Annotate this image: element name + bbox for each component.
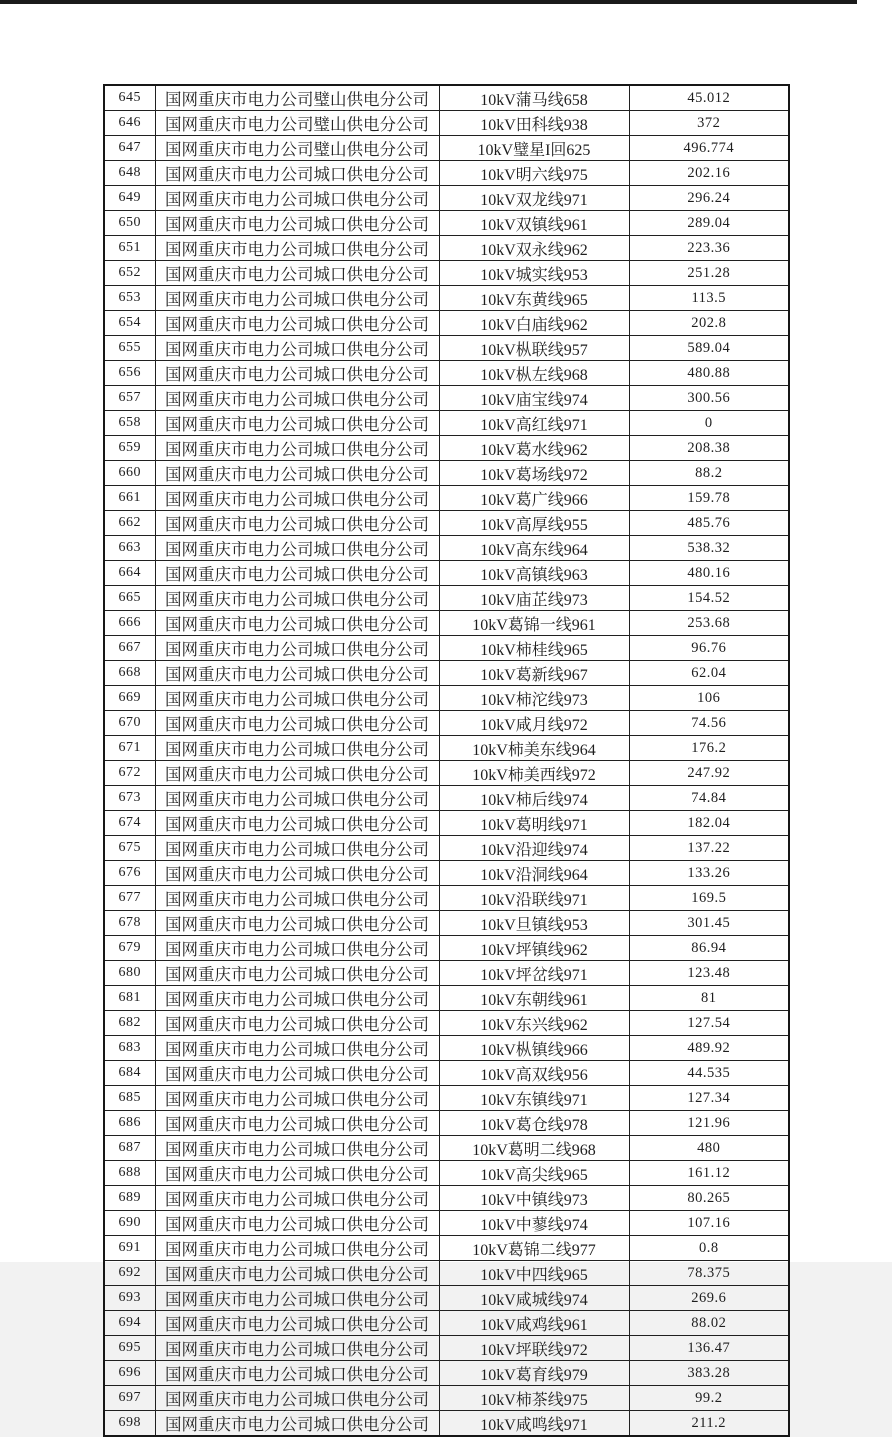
line-name-cell: 10kV城实线953 (439, 261, 629, 286)
company-cell: 国网重庆市电力公司城口供电分公司 (155, 511, 439, 536)
line-name-cell: 10kV枞联线957 (439, 336, 629, 361)
company-cell: 国网重庆市电力公司城口供电分公司 (155, 1361, 439, 1386)
value-cell: 137.22 (629, 836, 789, 861)
value-cell: 99.2 (629, 1386, 789, 1411)
company-cell: 国网重庆市电力公司城口供电分公司 (155, 711, 439, 736)
company-cell: 国网重庆市电力公司城口供电分公司 (155, 1286, 439, 1311)
line-name-cell: 10kV东兴线962 (439, 1011, 629, 1036)
company-cell: 国网重庆市电力公司城口供电分公司 (155, 236, 439, 261)
company-cell: 国网重庆市电力公司城口供电分公司 (155, 1386, 439, 1411)
line-name-cell: 10kV庙宝线974 (439, 386, 629, 411)
line-name-cell: 10kV明六线975 (439, 161, 629, 186)
line-name-cell: 10kV双永线962 (439, 236, 629, 261)
value-cell: 300.56 (629, 386, 789, 411)
value-cell: 176.2 (629, 736, 789, 761)
line-name-cell: 10kV葛明二线968 (439, 1136, 629, 1161)
row-number-cell: 690 (104, 1211, 155, 1236)
row-number-cell: 664 (104, 561, 155, 586)
value-cell: 74.84 (629, 786, 789, 811)
table-row (104, 1361, 789, 1386)
row-number-cell: 680 (104, 961, 155, 986)
company-cell: 国网重庆市电力公司城口供电分公司 (155, 1161, 439, 1186)
line-name-cell: 10kV枞镇线966 (439, 1036, 629, 1061)
row-number-cell: 648 (104, 161, 155, 186)
company-cell: 国网重庆市电力公司城口供电分公司 (155, 161, 439, 186)
table-row (104, 761, 789, 786)
table-row (104, 436, 789, 461)
table-row (104, 636, 789, 661)
table-row (104, 961, 789, 986)
row-number-cell: 649 (104, 186, 155, 211)
value-cell: 127.54 (629, 1011, 789, 1036)
line-name-cell: 10kV双龙线971 (439, 186, 629, 211)
line-name-cell: 10kV咸月线972 (439, 711, 629, 736)
table-row (104, 561, 789, 586)
line-name-cell: 10kV柿美东线964 (439, 736, 629, 761)
row-number-cell: 675 (104, 836, 155, 861)
table-row (104, 361, 789, 386)
table-row (104, 1311, 789, 1336)
table-row (104, 1136, 789, 1161)
company-cell: 国网重庆市电力公司城口供电分公司 (155, 311, 439, 336)
table-row (104, 711, 789, 736)
company-cell: 国网重庆市电力公司城口供电分公司 (155, 636, 439, 661)
value-cell: 480.16 (629, 561, 789, 586)
row-number-cell: 678 (104, 911, 155, 936)
company-cell: 国网重庆市电力公司城口供电分公司 (155, 911, 439, 936)
table-row (104, 336, 789, 361)
table-row (104, 786, 789, 811)
line-name-cell: 10kV蒲马线658 (439, 85, 629, 111)
row-number-cell: 676 (104, 861, 155, 886)
value-cell: 96.76 (629, 636, 789, 661)
table-row (104, 1011, 789, 1036)
value-cell: 121.96 (629, 1111, 789, 1136)
table-row (104, 1411, 789, 1437)
row-number-cell: 694 (104, 1311, 155, 1336)
company-cell: 国网重庆市电力公司城口供电分公司 (155, 461, 439, 486)
value-cell: 159.78 (629, 486, 789, 511)
table-row (104, 611, 789, 636)
company-cell: 国网重庆市电力公司城口供电分公司 (155, 1336, 439, 1361)
table-row (104, 586, 789, 611)
value-cell: 253.68 (629, 611, 789, 636)
row-number-cell: 681 (104, 986, 155, 1011)
line-name-cell: 10kV柿沱线973 (439, 686, 629, 711)
line-name-cell: 10kV沿迎线974 (439, 836, 629, 861)
table-row (104, 811, 789, 836)
row-number-cell: 652 (104, 261, 155, 286)
value-cell: 211.2 (629, 1411, 789, 1437)
table-row (104, 1036, 789, 1061)
line-name-cell: 10kV葛水线962 (439, 436, 629, 461)
table-row (104, 411, 789, 436)
table-row (104, 261, 789, 286)
table-row (104, 936, 789, 961)
company-cell: 国网重庆市电力公司城口供电分公司 (155, 261, 439, 286)
company-cell: 国网重庆市电力公司城口供电分公司 (155, 386, 439, 411)
company-cell: 国网重庆市电力公司城口供电分公司 (155, 811, 439, 836)
line-name-cell: 10kV柿美西线972 (439, 761, 629, 786)
value-cell: 289.04 (629, 211, 789, 236)
value-cell: 127.34 (629, 1086, 789, 1111)
row-number-cell: 692 (104, 1261, 155, 1286)
value-cell: 489.92 (629, 1036, 789, 1061)
line-name-cell: 10kV高东线964 (439, 536, 629, 561)
line-name-cell: 10kV柿茶线975 (439, 1386, 629, 1411)
row-number-cell: 679 (104, 936, 155, 961)
row-number-cell: 647 (104, 136, 155, 161)
value-cell: 74.56 (629, 711, 789, 736)
company-cell: 国网重庆市电力公司城口供电分公司 (155, 836, 439, 861)
row-number-cell: 665 (104, 586, 155, 611)
row-number-cell: 672 (104, 761, 155, 786)
row-number-cell: 655 (104, 336, 155, 361)
value-cell: 136.47 (629, 1336, 789, 1361)
table-row (104, 661, 789, 686)
company-cell: 国网重庆市电力公司城口供电分公司 (155, 1411, 439, 1437)
line-name-cell: 10kV高尖线965 (439, 1161, 629, 1186)
value-cell: 372 (629, 111, 789, 136)
row-number-cell: 698 (104, 1411, 155, 1437)
value-cell: 269.6 (629, 1286, 789, 1311)
company-cell: 国网重庆市电力公司城口供电分公司 (155, 886, 439, 911)
company-cell: 国网重庆市电力公司城口供电分公司 (155, 1011, 439, 1036)
value-cell: 251.28 (629, 261, 789, 286)
table-row (104, 1286, 789, 1311)
line-name-cell: 10kV葛锦二线977 (439, 1236, 629, 1261)
row-number-cell: 688 (104, 1161, 155, 1186)
value-cell: 496.774 (629, 136, 789, 161)
company-cell: 国网重庆市电力公司城口供电分公司 (155, 336, 439, 361)
company-cell: 国网重庆市电力公司城口供电分公司 (155, 611, 439, 636)
table-row (104, 85, 789, 111)
row-number-cell: 656 (104, 361, 155, 386)
line-name-cell: 10kV咸鸣线971 (439, 1411, 629, 1437)
value-cell: 0 (629, 411, 789, 436)
company-cell: 国网重庆市电力公司璧山供电分公司 (155, 85, 439, 111)
value-cell: 301.45 (629, 911, 789, 936)
company-cell: 国网重庆市电力公司城口供电分公司 (155, 961, 439, 986)
row-number-cell: 686 (104, 1111, 155, 1136)
table-row (104, 286, 789, 311)
row-number-cell: 689 (104, 1186, 155, 1211)
line-name-cell: 10kV东朝线961 (439, 986, 629, 1011)
value-cell: 538.32 (629, 536, 789, 561)
row-number-cell: 651 (104, 236, 155, 261)
table-row (104, 1236, 789, 1261)
line-name-cell: 10kV白庙线962 (439, 311, 629, 336)
row-number-cell: 657 (104, 386, 155, 411)
company-cell: 国网重庆市电力公司城口供电分公司 (155, 286, 439, 311)
company-cell: 国网重庆市电力公司城口供电分公司 (155, 211, 439, 236)
row-number-cell: 669 (104, 686, 155, 711)
line-name-cell: 10kV东镇线971 (439, 1086, 629, 1111)
table-row (104, 211, 789, 236)
company-cell: 国网重庆市电力公司城口供电分公司 (155, 1036, 439, 1061)
row-number-cell: 674 (104, 811, 155, 836)
company-cell: 国网重庆市电力公司璧山供电分公司 (155, 136, 439, 161)
table-row (104, 1261, 789, 1286)
line-name-cell: 10kV璧星I回625 (439, 136, 629, 161)
line-name-cell: 10kV葛明线971 (439, 811, 629, 836)
company-cell: 国网重庆市电力公司城口供电分公司 (155, 586, 439, 611)
row-number-cell: 653 (104, 286, 155, 311)
line-name-cell: 10kV柿后线974 (439, 786, 629, 811)
line-name-cell: 10kV庙芷线973 (439, 586, 629, 611)
line-name-cell: 10kV双镇线961 (439, 211, 629, 236)
table-row (104, 186, 789, 211)
line-name-cell: 10kV田科线938 (439, 111, 629, 136)
row-number-cell: 697 (104, 1386, 155, 1411)
power-line-table (103, 84, 790, 1437)
company-cell: 国网重庆市电力公司城口供电分公司 (155, 1111, 439, 1136)
company-cell: 国网重庆市电力公司城口供电分公司 (155, 486, 439, 511)
row-number-cell: 646 (104, 111, 155, 136)
row-number-cell: 673 (104, 786, 155, 811)
line-name-cell: 10kV高双线956 (439, 1061, 629, 1086)
row-number-cell: 661 (104, 486, 155, 511)
table-row (104, 536, 789, 561)
line-name-cell: 10kV中四线965 (439, 1261, 629, 1286)
row-number-cell: 654 (104, 311, 155, 336)
value-cell: 383.28 (629, 1361, 789, 1386)
value-cell: 81 (629, 986, 789, 1011)
company-cell: 国网重庆市电力公司城口供电分公司 (155, 536, 439, 561)
table-row (104, 1086, 789, 1111)
scan-artifact-strip (0, 0, 857, 4)
row-number-cell: 667 (104, 636, 155, 661)
row-number-cell: 671 (104, 736, 155, 761)
company-cell: 国网重庆市电力公司城口供电分公司 (155, 1186, 439, 1211)
company-cell: 国网重庆市电力公司城口供电分公司 (155, 411, 439, 436)
line-name-cell: 10kV枞左线968 (439, 361, 629, 386)
company-cell: 国网重庆市电力公司城口供电分公司 (155, 1061, 439, 1086)
row-number-cell: 658 (104, 411, 155, 436)
row-number-cell: 650 (104, 211, 155, 236)
table-row (104, 311, 789, 336)
line-table-body (104, 85, 789, 1436)
row-number-cell: 663 (104, 536, 155, 561)
row-number-cell: 691 (104, 1236, 155, 1261)
table-row (104, 1186, 789, 1211)
company-cell: 国网重庆市电力公司城口供电分公司 (155, 661, 439, 686)
table-row (104, 511, 789, 536)
row-number-cell: 682 (104, 1011, 155, 1036)
table-row (104, 861, 789, 886)
value-cell: 208.38 (629, 436, 789, 461)
table-row (104, 1211, 789, 1236)
value-cell: 133.26 (629, 861, 789, 886)
value-cell: 480 (629, 1136, 789, 1161)
value-cell: 202.8 (629, 311, 789, 336)
company-cell: 国网重庆市电力公司城口供电分公司 (155, 1236, 439, 1261)
value-cell: 161.12 (629, 1161, 789, 1186)
table-row (104, 886, 789, 911)
table-row (104, 1336, 789, 1361)
table-row (104, 386, 789, 411)
line-name-cell: 10kV葛广线966 (439, 486, 629, 511)
value-cell: 247.92 (629, 761, 789, 786)
value-cell: 107.16 (629, 1211, 789, 1236)
line-name-cell: 10kV旦镇线953 (439, 911, 629, 936)
company-cell: 国网重庆市电力公司城口供电分公司 (155, 186, 439, 211)
line-name-cell: 10kV咸城线974 (439, 1286, 629, 1311)
table-row (104, 686, 789, 711)
value-cell: 106 (629, 686, 789, 711)
row-number-cell: 677 (104, 886, 155, 911)
line-name-cell: 10kV葛锦一线961 (439, 611, 629, 636)
value-cell: 45.012 (629, 85, 789, 111)
value-cell: 169.5 (629, 886, 789, 911)
value-cell: 86.94 (629, 936, 789, 961)
company-cell: 国网重庆市电力公司城口供电分公司 (155, 436, 439, 461)
company-cell: 国网重庆市电力公司城口供电分公司 (155, 786, 439, 811)
table-row (104, 486, 789, 511)
table-row (104, 836, 789, 861)
table-row (104, 1386, 789, 1411)
row-number-cell: 683 (104, 1036, 155, 1061)
line-name-cell: 10kV坪岔线971 (439, 961, 629, 986)
line-name-cell: 10kV高红线971 (439, 411, 629, 436)
table-row (104, 986, 789, 1011)
value-cell: 0.8 (629, 1236, 789, 1261)
value-cell: 62.04 (629, 661, 789, 686)
line-name-cell: 10kV高厚线955 (439, 511, 629, 536)
table-row (104, 1161, 789, 1186)
line-name-cell: 10kV葛场线972 (439, 461, 629, 486)
row-number-cell: 662 (104, 511, 155, 536)
row-number-cell: 645 (104, 85, 155, 111)
line-name-cell: 10kV坪镇线962 (439, 936, 629, 961)
table-row (104, 911, 789, 936)
line-name-cell: 10kV咸鸡线961 (439, 1311, 629, 1336)
row-number-cell: 696 (104, 1361, 155, 1386)
line-name-cell: 10kV葛仓线978 (439, 1111, 629, 1136)
row-number-cell: 685 (104, 1086, 155, 1111)
value-cell: 154.52 (629, 586, 789, 611)
company-cell: 国网重庆市电力公司城口供电分公司 (155, 361, 439, 386)
line-name-cell: 10kV沿联线971 (439, 886, 629, 911)
table-row (104, 736, 789, 761)
company-cell: 国网重庆市电力公司城口供电分公司 (155, 1261, 439, 1286)
company-cell: 国网重庆市电力公司城口供电分公司 (155, 1311, 439, 1336)
table-row (104, 1061, 789, 1086)
company-cell: 国网重庆市电力公司城口供电分公司 (155, 686, 439, 711)
value-cell: 123.48 (629, 961, 789, 986)
value-cell: 480.88 (629, 361, 789, 386)
row-number-cell: 684 (104, 1061, 155, 1086)
value-cell: 202.16 (629, 161, 789, 186)
row-number-cell: 668 (104, 661, 155, 686)
table-row (104, 461, 789, 486)
row-number-cell: 670 (104, 711, 155, 736)
value-cell: 44.535 (629, 1061, 789, 1086)
company-cell: 国网重庆市电力公司城口供电分公司 (155, 736, 439, 761)
value-cell: 182.04 (629, 811, 789, 836)
table-row (104, 161, 789, 186)
company-cell: 国网重庆市电力公司城口供电分公司 (155, 561, 439, 586)
table-row (104, 136, 789, 161)
company-cell: 国网重庆市电力公司城口供电分公司 (155, 936, 439, 961)
value-cell: 88.2 (629, 461, 789, 486)
value-cell: 296.24 (629, 186, 789, 211)
line-name-cell: 10kV中蓼线974 (439, 1211, 629, 1236)
row-number-cell: 687 (104, 1136, 155, 1161)
row-number-cell: 693 (104, 1286, 155, 1311)
line-name-cell: 10kV沿洞线964 (439, 861, 629, 886)
value-cell: 78.375 (629, 1261, 789, 1286)
row-number-cell: 695 (104, 1336, 155, 1361)
row-number-cell: 666 (104, 611, 155, 636)
value-cell: 80.265 (629, 1186, 789, 1211)
company-cell: 国网重庆市电力公司城口供电分公司 (155, 986, 439, 1011)
line-name-cell: 10kV柿桂线965 (439, 636, 629, 661)
line-name-cell: 10kV坪联线972 (439, 1336, 629, 1361)
company-cell: 国网重庆市电力公司城口供电分公司 (155, 1211, 439, 1236)
table-row (104, 111, 789, 136)
company-cell: 国网重庆市电力公司城口供电分公司 (155, 1136, 439, 1161)
value-cell: 113.5 (629, 286, 789, 311)
company-cell: 国网重庆市电力公司城口供电分公司 (155, 861, 439, 886)
value-cell: 88.02 (629, 1311, 789, 1336)
row-number-cell: 659 (104, 436, 155, 461)
company-cell: 国网重庆市电力公司城口供电分公司 (155, 761, 439, 786)
table-row (104, 236, 789, 261)
value-cell: 485.76 (629, 511, 789, 536)
table-row (104, 1111, 789, 1136)
value-cell: 589.04 (629, 336, 789, 361)
company-cell: 国网重庆市电力公司城口供电分公司 (155, 1086, 439, 1111)
line-name-cell: 10kV中镇线973 (439, 1186, 629, 1211)
line-name-cell: 10kV葛新线967 (439, 661, 629, 686)
line-name-cell: 10kV葛育线979 (439, 1361, 629, 1386)
row-number-cell: 660 (104, 461, 155, 486)
line-name-cell: 10kV高镇线963 (439, 561, 629, 586)
company-cell: 国网重庆市电力公司璧山供电分公司 (155, 111, 439, 136)
value-cell: 223.36 (629, 236, 789, 261)
line-name-cell: 10kV东黄线965 (439, 286, 629, 311)
